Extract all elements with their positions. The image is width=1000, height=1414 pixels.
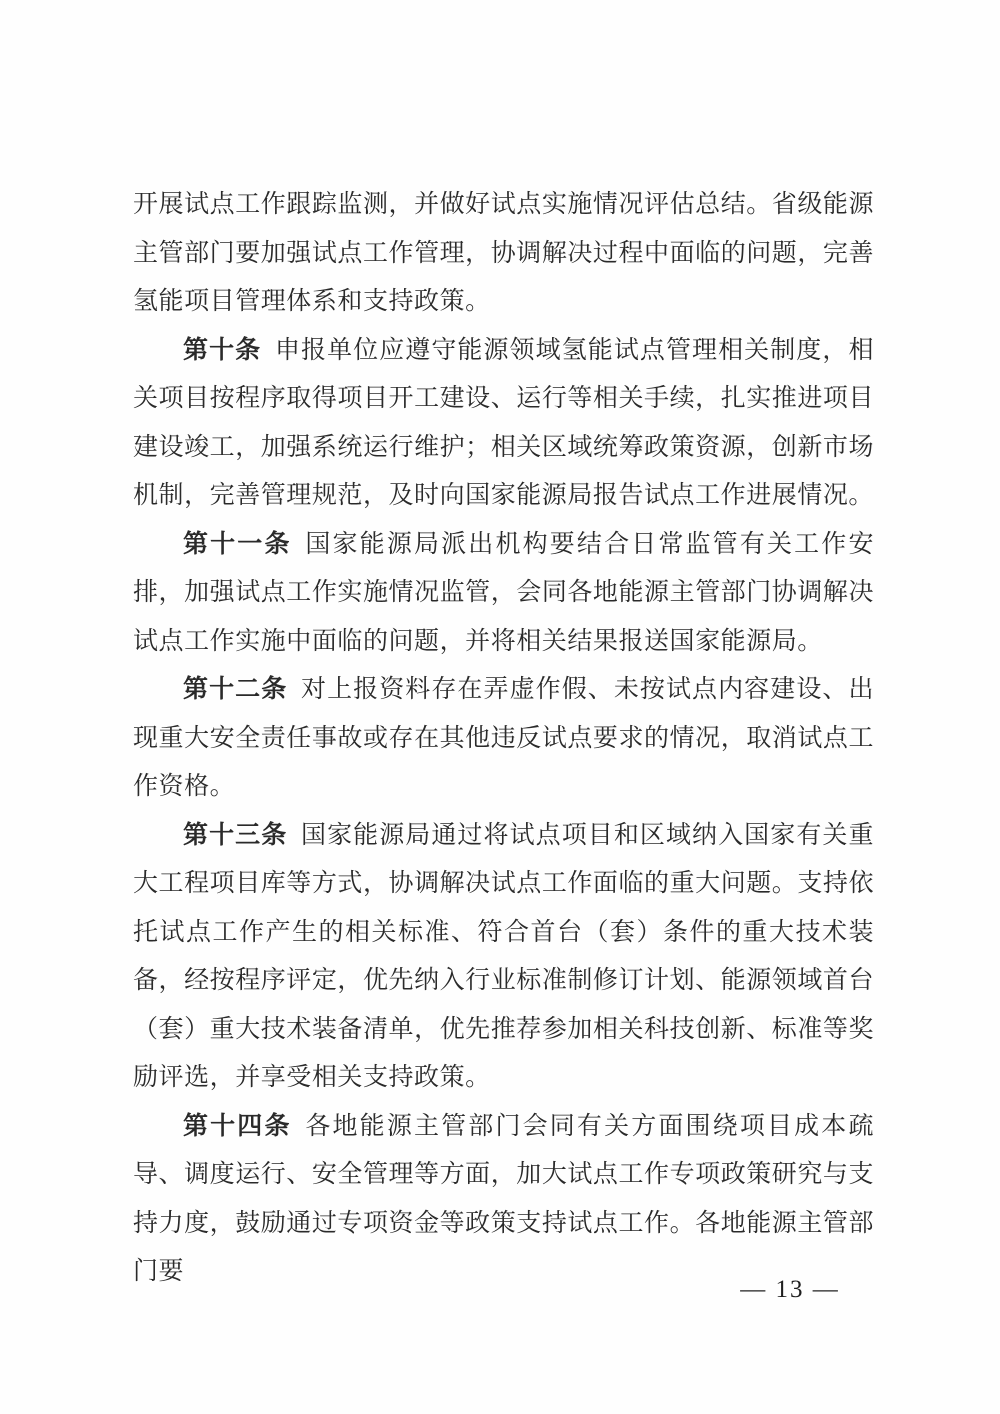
- page-number: — 13 —: [740, 1276, 840, 1303]
- article-number: 第十三条: [183, 821, 288, 849]
- paragraph-text: 国家能源局派出机构要结合日常监管有关工作安排，加强试点工作实施情况监管，会同各地能源主管部门协调解决试点工作实施中面临的问题，并将相关结果报送国家能源局。: [133, 530, 874, 655]
- article-number: 第十二条: [183, 676, 288, 703]
- paragraph-article-12: [133, 666, 874, 812]
- document-body: [133, 181, 874, 1297]
- paragraph-text: 各地能源主管部门会同有关方面围绕项目成本疏导、调度运行、安全管理等方面，加大试点工作专项政策研究与支持力度，鼓励通过专项资金等政策支持试点工作。各地能源主管部门要: [133, 1112, 874, 1285]
- article-number: 第十条: [183, 336, 262, 364]
- paragraph-text: 对上报资料存在弄虚作假、未按试点内容建设、出现重大安全责任事故或存在其他违反试点要求的情况，取消试点工作资格。: [133, 676, 875, 800]
- paragraph-article-11: [133, 521, 874, 667]
- article-number: 第十四条: [183, 1112, 292, 1140]
- paragraph-continuation: [133, 181, 874, 327]
- paragraph-text: 国家能源局通过将试点项目和区域纳入国家有关重大工程项目库等方式，协调解决试点工作面临的重大问题。支持依托试点工作产生的相关标准、符合首台（套）条件的重大技术装备，经按程序评定，优先纳入行业标准制修订计划、能源领域首台（套）重大技术装备清单，优先推荐参加相关科技创新、标准等奖励评选，并享受相关支持政策。: [133, 821, 875, 1091]
- paragraph-article-13: [133, 812, 874, 1103]
- paragraph-article-14: [133, 1103, 874, 1297]
- article-number: 第十一条: [183, 530, 292, 558]
- paragraph-text: 开展试点工作跟踪监测，并做好试点实施情况评估总结。省级能源主管部门要加强试点工作管理，协调解决过程中面临的问题，完善氢能项目管理体系和支持政策。: [133, 191, 874, 315]
- paragraph-text: 申报单位应遵守能源领域氢能试点管理相关制度，相关项目按程序取得项目开工建设、运行等相关手续，扎实推进项目建设竣工，加强系统运行维护；相关区域统筹政策资源，创新市场机制，完善管理规范，及时向国家能源局报告试点工作进展情况。: [133, 336, 874, 509]
- paragraph-article-10: [133, 327, 874, 521]
